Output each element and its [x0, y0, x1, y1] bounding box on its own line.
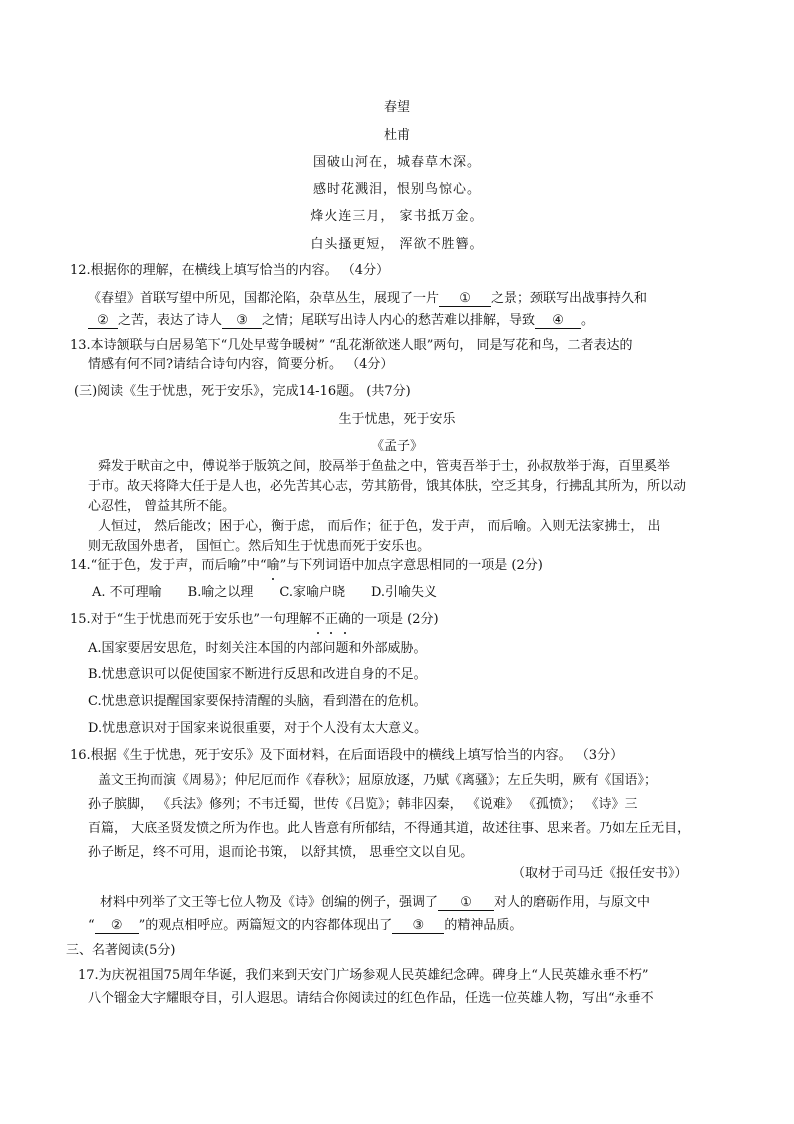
q14-option-a[interactable]: A. 不可理喻 [92, 585, 162, 600]
q12-line-1 [88, 290, 647, 308]
passage-author: 《孟子》 [370, 439, 423, 454]
para2-line-1: 人恒过， 然后能改；困于心，衡于虑， 而后作；征于色，发于声， 而后喻。入则无法家拂士， 出 [98, 519, 661, 534]
poem-author: 杜甫 [383, 128, 410, 143]
poem-line-2: 感时花溅泪，恨别鸟惊心。 [312, 182, 481, 197]
q15-stem-a: 15.对于“生于忧患而死于安乐也”一句理解 [70, 612, 312, 627]
q15-dotted-1: 不 [311, 612, 325, 627]
q16-fill-text-2b: ”的观点相呼应。两篇短文的内容都体现出了 [138, 918, 393, 933]
q12-text-2c: 。 [581, 313, 595, 328]
q16-material-line-4: 孙子断足，终不可用，退而论书策， 以舒其愤， 思垂空文以自见。 [88, 845, 474, 860]
q15-dotted-3: 确 [338, 612, 352, 627]
passage-title: 生于忧患，死于安乐 [338, 412, 456, 427]
classics-heading: 三、名著阅读(5分) [66, 943, 176, 958]
q16-fill-text-1a: 材料中列举了文王等七位人物及《诗》创编的例子，强调了 [100, 895, 439, 910]
q15-option-a[interactable]: A.国家要居安思危，时刻关注本国的内部问题和外部威胁。 [88, 641, 427, 656]
section3-heading: (三)阅读《生于忧患，死于安乐》，完成14-16题。 (共7分) [74, 384, 411, 399]
q16-fill-line-1 [100, 894, 650, 912]
q12-text-1a: 《春望》首联写望中所见，国都沦陷，杂草丛生，展现了一片 [88, 291, 440, 306]
q16-blank-1[interactable]: ① [438, 895, 494, 911]
q12-stem: 12.根据你的理解，在横线上填写恰当的内容。 （4分） [70, 263, 390, 278]
para1-line-3: 心忍性， 曾益其所不能。 [88, 499, 236, 514]
poem-line-1: 国破山河在，城春草木深。 [312, 155, 481, 170]
q15-option-b[interactable]: B.忧患意识可以促使国家不断进行反思和改进自身的不足。 [88, 667, 427, 682]
q15-option-c[interactable]: C.忧患意识提醒国家要保持清醒的头脑，看到潜在的危机。 [88, 694, 427, 709]
q16-blank-3[interactable]: ③ [392, 918, 444, 934]
poem-title: 春望 [383, 100, 410, 115]
q16-blank-2[interactable]: ② [95, 918, 139, 934]
q14-stem-b: ”与下列词语中加点字意思相同的一项是 (2分) [279, 558, 543, 573]
para1-line-1: 舜发于畎亩之中，傅说举于版筑之间，胶鬲举于鱼盐之中，管夷吾举于士，孙叔敖举于海，百里奚举 [98, 459, 671, 474]
q13-line-2: 情感有何不同?请结合诗句内容，简要分析。 （4分） [88, 357, 394, 372]
q17-line-1: 17.为庆祝祖国75周年华诞，我们来到天安门广场参观人民英雄纪念碑。碑身上“人民英雄永垂不朽” [78, 968, 649, 983]
q12-text-2a: 之苦，表达了诗人 [118, 313, 223, 328]
q16-fill-line-2 [88, 917, 522, 935]
q14-option-c[interactable]: C.家喻户晓 [279, 585, 345, 600]
q16-fill-text-2a: “ [88, 918, 95, 933]
para1-line-2: 于市。故天将降大任于是人也，必先苦其心志，劳其筋骨，饿其体肤，空乏其身，行拂乱其所为，所以动 [88, 479, 687, 494]
q16-fill-text-2c: 的精神品质。 [444, 918, 523, 933]
q14-stem-a: 14.“征于色，发于声，而后喻”中“ [70, 558, 267, 573]
q14-option-d[interactable]: D.引喻失义 [370, 585, 438, 600]
q12-blank-4[interactable]: ④ [535, 313, 581, 329]
q15-dotted-2: 正 [324, 612, 338, 627]
poem-line-3: 烽火连三月， 家书抵万金。 [310, 209, 484, 224]
q12-line-2 [88, 312, 594, 330]
q17-line-2: 八个镏金大字耀眼夺目，引人遐思。请结合你阅读过的红色作品，任选一位英雄人物，写出“永垂不 [88, 991, 654, 1006]
q12-text-1b: 之景；颈联写出战事持久和 [491, 291, 648, 306]
q16-material-line-3: 百篇， 大底圣贤发愤之所为作也。此人皆意有所郁结，不得通其道，故述往事、思来者。乃如左丘无目， [88, 821, 691, 836]
q13-line-1: 13.本诗颔联与白居易笔下“几处早莺争暖树” “乱花渐欲迷人眼”两句， 同是写花和鸟，二者表达的 [70, 338, 633, 353]
q14-dotted-char: 喻 [266, 558, 280, 573]
q14-stem [70, 557, 543, 575]
q16-material-line-2: 孙子膑脚， 《兵法》修列；不韦迁蜀，世传《吕览》；韩非囚秦， 《说难》 《孤愤》； 《诗》三 [88, 797, 638, 812]
q16-source: （取材于司马迁《报任安书》） [512, 866, 688, 881]
q12-blank-1[interactable]: ① [439, 291, 491, 307]
q16-stem: 16.根据《生于忧患，死于安乐》及下面材料，在后面语段中的横线上填写恰当的内容。 （3分） [70, 748, 624, 763]
q12-blank-3[interactable]: ③ [222, 313, 262, 329]
poem-line-4: 白头搔更短， 浑欲不胜簪。 [310, 237, 484, 252]
q12-blank-2[interactable]: ② [88, 313, 118, 329]
q14-option-b[interactable]: B.喻之以理 [187, 585, 254, 600]
q15-option-d[interactable]: D.忧患意识对于国家来说很重要，对于个人没有太大意义。 [88, 721, 428, 736]
para2-line-2: 则无敌国外患者， 国恒亡。然后知生于忧患而死于安乐也。 [88, 539, 431, 554]
q15-stem [70, 611, 439, 629]
q12-text-2b: 之情；尾联写出诗人内心的愁苦难以排解，导致 [262, 313, 536, 328]
q16-material-line-1: 盖文王拘而演《周易》；仲尼厄而作《春秋》；屈原放逐，乃赋《离骚》；左丘失明，厥有《国语》； [98, 773, 658, 788]
q16-fill-text-1b: 对人的磨砺作用，与原文中 [494, 895, 651, 910]
q14-options [92, 584, 463, 602]
q15-stem-b: 的一项是 (2分) [351, 612, 439, 627]
